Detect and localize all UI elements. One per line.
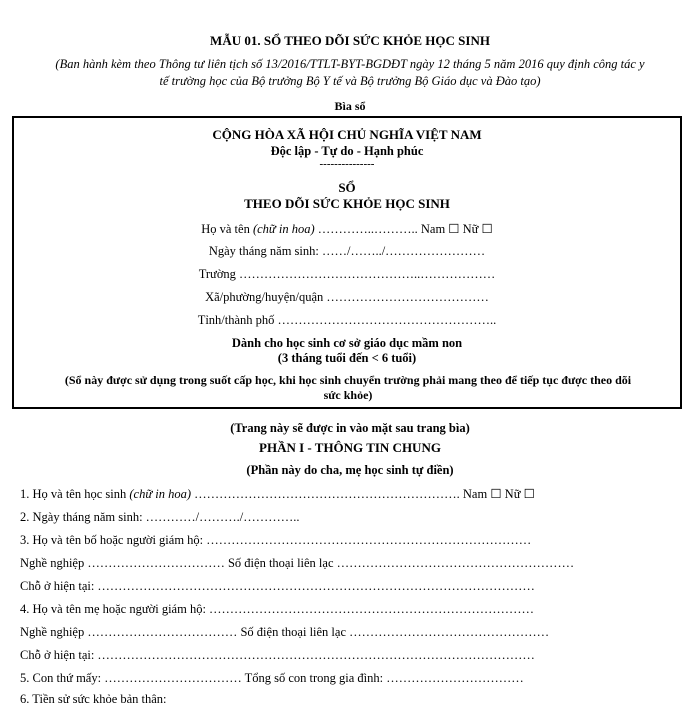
subtitle-line-1: (Ban hành kèm theo Thông tư liên tịch số 13/2016/TTLT-BYT-BGDĐT ngày 12 tháng 5 năm 2016 quy định công tác y [55, 57, 645, 71]
subtitle-line-2: tế trường học của Bộ trưởng Bộ Y tế và Bộ trưởng Bộ Giáo dục và Đào tạo) [159, 74, 541, 88]
preschool-note-1: Dành cho học sinh cơ sở giáo dục mầm non [231, 336, 463, 350]
row-mother-address[interactable]: Chỗ ở hiện tại: …………………………………………………………………………………………… [20, 648, 535, 662]
parent-note: (Phần này do cha, mẹ học sinh tự điền) [246, 463, 454, 477]
gender-checkboxes[interactable]: Nam ☐ Nữ ☐ [420, 222, 493, 236]
cover-label: Bìa sổ [334, 99, 366, 113]
row-student-name-hint: (chữ in hoa) [129, 487, 192, 501]
row-father-job-phone[interactable]: Nghề nghiệp …………………………… Số điện thoại liên lạc ………………………………………………… [20, 556, 575, 570]
row-child-order[interactable]: 5. Con thứ mấy: …………………………… Tổng số con trong gia đình: …………………………… [20, 671, 524, 685]
book-label: SỔ [338, 180, 356, 195]
usage-note [18, 373, 678, 403]
student-name-field[interactable] [14, 221, 680, 237]
row-student-name-dots: ………………………………………………………. Nam ☐ Nữ ☐ [191, 487, 535, 501]
ward-field[interactable]: Xã/phường/huyện/quận ………………………………… [205, 290, 489, 304]
row-father-name[interactable]: 3. Họ và tên bố hoặc người giám hộ: …………………………………………………………………… [20, 533, 532, 547]
document-title: MẪU 01. SỔ THEO DÕI SỨC KHỎE HỌC SINH [210, 33, 490, 48]
row-student-name[interactable] [20, 486, 690, 502]
row-dob[interactable]: 2. Ngày tháng năm sinh: …………/………./………….. [20, 510, 300, 524]
usage-note-line-1: (Sổ này được sử dụng trong suốt cấp học, khi học sinh chuyển trường phải mang theo để tiếp tục được theo dõi [64, 373, 632, 387]
name-label: Họ và tên [201, 222, 253, 236]
row-father-address[interactable]: Chỗ ở hiện tại: …………………………………………………………………………………………… [20, 579, 535, 593]
dob-field[interactable]: Ngày tháng năm sinh: ……/……../…………………… [208, 244, 486, 258]
city-field[interactable]: Tỉnh/thành phố …………………………………………….. [197, 313, 497, 327]
cover-box [12, 116, 682, 409]
row-student-name-label: 1. Họ và tên học sinh [20, 487, 130, 501]
row-mother-job-phone[interactable]: Nghề nghiệp ……………………………… Số điện thoại liên lạc ………………………………………… [20, 625, 550, 639]
row-health-history: 6. Tiền sử sức khỏe bản thân: [20, 692, 167, 706]
preschool-note-2: (3 tháng tuổi đến < 6 tuổi) [277, 351, 417, 365]
part1-heading: PHẦN I - THÔNG TIN CHUNG [259, 440, 441, 455]
name-dots: …………..……….. [314, 222, 421, 236]
usage-note-line-2: sức khỏe) [323, 388, 373, 402]
name-hint: (chữ in hoa) [252, 222, 315, 236]
motto-divider: --------------- [319, 158, 375, 170]
document-subtitle [20, 56, 680, 90]
school-field[interactable]: Trường ……………………………………..……………… [198, 267, 496, 281]
row-mother-name[interactable]: 4. Họ và tên mẹ hoặc người giám hộ: …………………………………………………………………… [20, 602, 535, 616]
national-motto: Độc lập - Tự do - Hạnh phúc [270, 144, 424, 158]
back-page-note: (Trang này sẽ được in vào mặt sau trang bìa) [230, 421, 470, 435]
nation-name: CỘNG HÒA XÃ HỘI CHỦ NGHĨA VIỆT NAM [212, 127, 482, 142]
book-title: THEO DÕI SỨC KHỎE HỌC SINH [244, 196, 450, 211]
